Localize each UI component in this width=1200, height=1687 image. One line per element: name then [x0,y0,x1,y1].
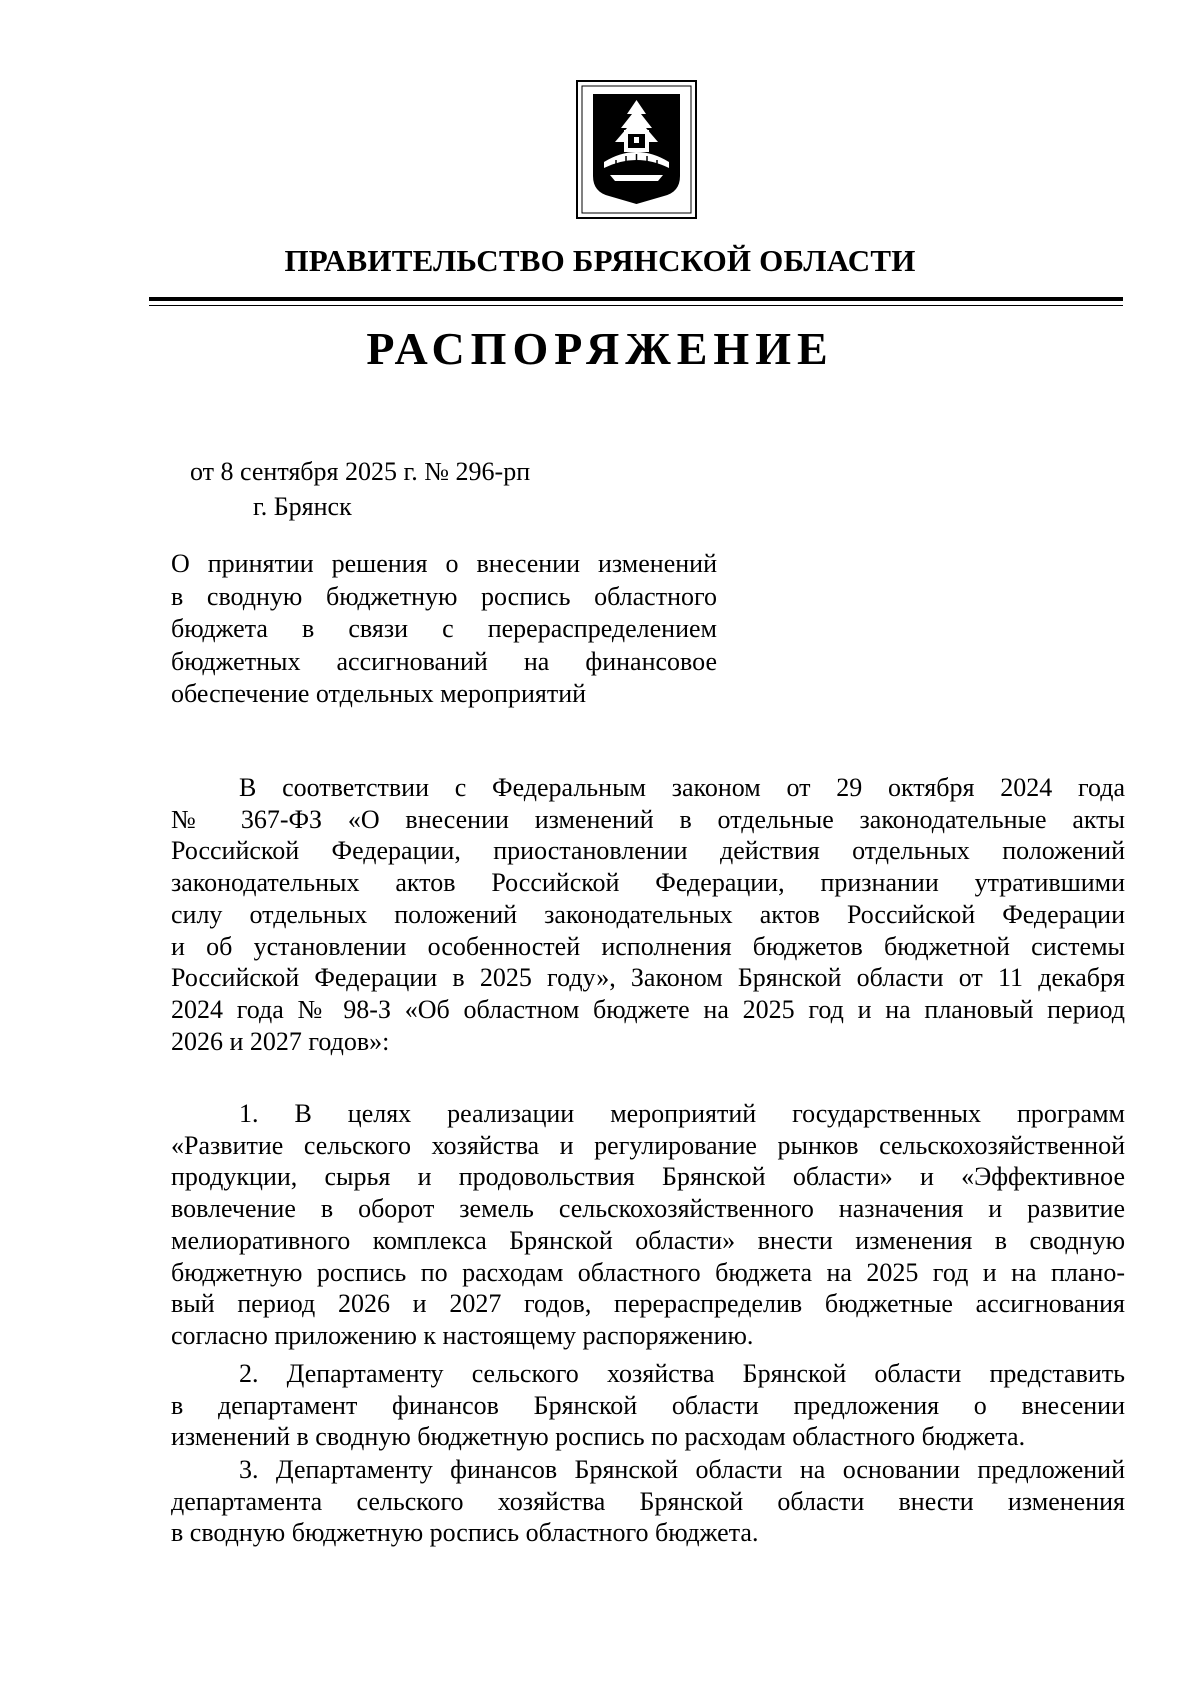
subject-line: в сводную бюджетную роспись областного [171,581,717,611]
header-divider-thick [149,297,1123,301]
paragraph-line: «Развитие сельского хозяйства и регулирование рынков сельскохозяйственной [171,1130,1125,1160]
paragraph-line: 2024 года № 98-З «Об областном бюджете на 2025 год и на плановый период [171,994,1125,1024]
header-divider-thin [149,305,1123,306]
paragraph-line: № 367-ФЗ «О внесении изменений в отдельные законодательные акты [171,804,1125,834]
paragraph-line: 2. Департаменту сельского хозяйства Брянской области представить [239,1359,1125,1388]
paragraph-line: В соответствии с Федеральным законом от 29 октября 2024 года [239,773,1125,802]
item-3-paragraph [171,1454,1125,1549]
organization-title: ПРАВИТЕЛЬСТВО БРЯНСКОЙ ОБЛАСТИ [284,243,916,278]
document-subject [171,548,717,711]
paragraph-line: продукции, сырья и продовольствия Брянской области» и «Эффективное [171,1162,1125,1192]
paragraph-line: в департамент финансов Брянской области предложения о внесении [171,1390,1125,1420]
paragraph-line: бюджетную роспись по расходам областного бюджета на 2025 год и на плано- [171,1257,1125,1287]
paragraph-line: в сводную бюджетную роспись областного бюджета. [171,1518,759,1548]
subject-line: бюджетных ассигнований на финансовое [171,646,717,676]
subject-line: О принятии решения о внесении изменений [171,549,717,578]
paragraph-line: Российской Федерации, приостановлении действия отдельных положений [171,836,1125,866]
document-date-number: от 8 сентября 2025 г. № 296-рп [190,457,531,486]
bryansk-coat-of-arms-icon [576,80,697,219]
item-2-paragraph [171,1358,1125,1453]
paragraph-line: законодательных актов Российской Федерации, признании утратившими [171,868,1125,898]
subject-line: бюджета в связи с перераспределением [171,614,717,644]
paragraph-line: 3. Департаменту финансов Брянской области на основании предложений [239,1455,1125,1484]
paragraph-line: согласно приложению к настоящему распоряжению. [171,1320,754,1350]
paragraph-line: изменений в сводную бюджетную роспись по расходам областного бюджета. [171,1422,1026,1452]
paragraph-line: Российской Федерации в 2025 году», Законом Брянской области от 11 декабря [171,963,1125,993]
subject-line: обеспечение отдельных мероприятий [171,679,587,709]
paragraph-line: 2026 и 2027 годов»: [171,1026,390,1056]
paragraph-line: 1. В целях реализации мероприятий государственных программ [239,1099,1125,1128]
paragraph-line: мелиоративного комплекса Брянской области» внести изменения в сводную [171,1225,1125,1255]
paragraph-line: и об установлении особенностей исполнения бюджетов бюджетной системы [171,931,1125,961]
paragraph-line: вый период 2026 и 2027 годов, перераспределив бюджетные ассигнования [171,1289,1125,1319]
item-1-paragraph [171,1098,1125,1352]
paragraph-line: департамента сельского хозяйства Брянской области внести изменения [171,1486,1125,1516]
paragraph-line: силу отдельных положений законодательных актов Российской Федерации [171,899,1125,929]
document-type-title: РАСПОРЯЖЕНИЕ [366,323,834,374]
preamble-paragraph [171,772,1125,1057]
paragraph-line: вовлечение в оборот земель сельскохозяйственного назначения и развитие [171,1194,1125,1224]
document-place: г. Брянск [253,492,352,521]
